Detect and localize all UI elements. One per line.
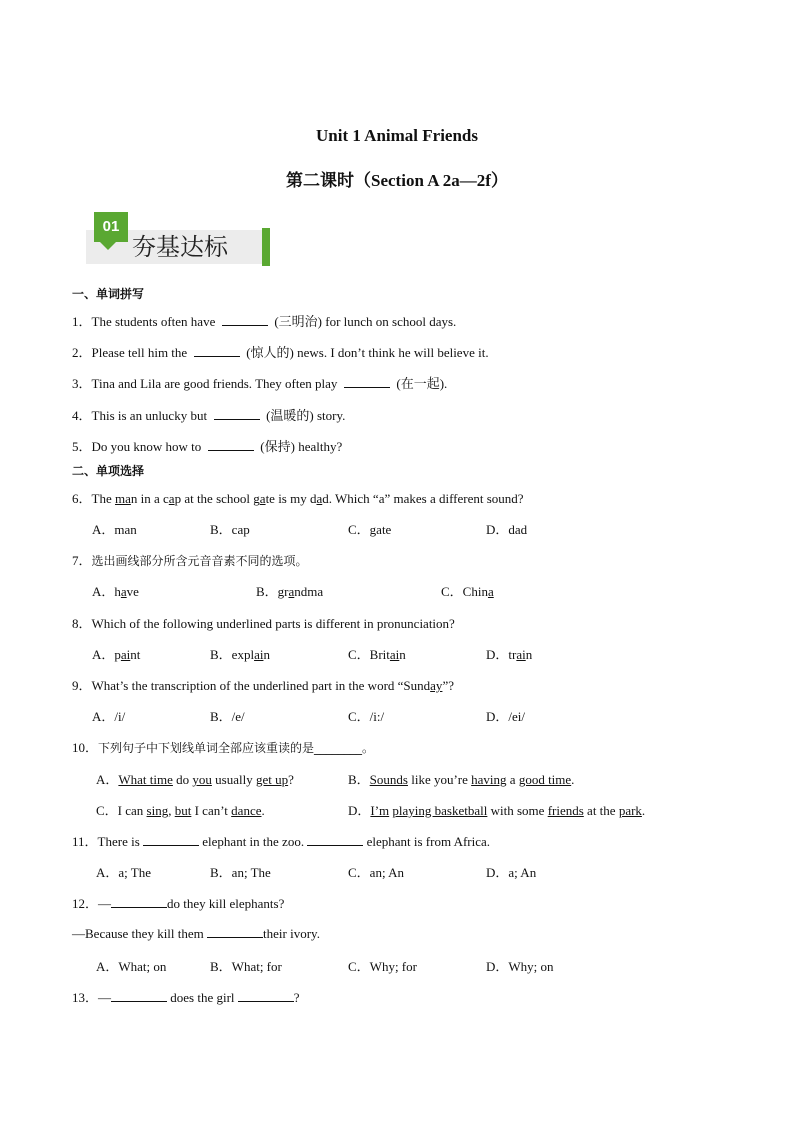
question-text: This is an unlucky but	[91, 408, 208, 423]
question-number: 4．	[72, 408, 92, 423]
question-12-answer-line	[72, 925, 320, 942]
answer-blank[interactable]	[143, 833, 199, 846]
question-number: 10．	[72, 740, 99, 755]
question-number: 13．	[72, 990, 99, 1005]
question-text: Tina and Lila are good friends. They often play	[91, 376, 338, 391]
underlined-part: ai	[516, 647, 526, 662]
question-text: —	[98, 896, 112, 911]
question-number: 6．	[72, 491, 92, 506]
option-text: with some	[487, 803, 548, 818]
option-text: ?	[288, 772, 294, 787]
underlined-part: playing basketball	[392, 803, 488, 818]
answer-blank[interactable]	[214, 407, 260, 420]
answer-blank[interactable]	[207, 925, 263, 938]
question-text: d. Which “a” makes a different sound?	[322, 491, 524, 506]
option-a[interactable]	[92, 581, 139, 600]
option-a[interactable]: A．a; The	[96, 865, 151, 880]
option-c[interactable]: C．Why; for	[348, 959, 417, 974]
question-text: (温暖的) story.	[266, 408, 346, 423]
option-d[interactable]: D．dad	[486, 522, 528, 537]
underlined-part: a	[120, 584, 127, 599]
underlined-part: sing	[146, 803, 169, 818]
question-2	[72, 342, 489, 361]
answer-blank[interactable]	[222, 313, 268, 326]
option-text: A．h	[92, 584, 121, 599]
badge-end-bar	[262, 228, 270, 266]
question-number: 12．	[72, 896, 99, 911]
option-c[interactable]: C．/i:/	[348, 709, 385, 724]
question-12	[72, 893, 284, 912]
option-text: ndma	[294, 584, 324, 599]
question-number: 8．	[72, 616, 92, 631]
question-text: (在一起).	[396, 376, 448, 391]
option-b[interactable]	[348, 769, 574, 788]
underlined-part: park	[618, 803, 642, 818]
badge-number: 01	[94, 212, 128, 242]
underlined-part: you	[192, 772, 212, 787]
option-d[interactable]: D．/ei/	[486, 709, 525, 724]
option-text: n	[525, 647, 533, 662]
underlined-part: get up	[255, 772, 289, 787]
option-text: B．expl	[210, 647, 255, 662]
section-heading-choice: 二、单项选择	[72, 464, 145, 478]
option-a[interactable]: A．/i/	[92, 709, 126, 724]
option-b[interactable]: B．an; The	[210, 865, 271, 880]
option-d[interactable]: D．Why; on	[486, 959, 554, 974]
option-c[interactable]	[348, 644, 406, 663]
question-text: ”?	[442, 678, 454, 693]
question-text: —	[98, 990, 112, 1005]
option-b[interactable]	[210, 644, 270, 663]
question-11	[72, 831, 490, 850]
option-text: n	[399, 647, 406, 662]
page-subtitle: 第二课时（Section A 2a—2f）	[286, 171, 508, 190]
option-text: D．tr	[486, 647, 517, 662]
option-c[interactable]: C．gate	[348, 522, 392, 537]
underlined-part: I’m	[370, 803, 390, 818]
answer-blank[interactable]	[238, 989, 294, 1002]
answer-blank[interactable]	[194, 344, 240, 357]
question-text: does the girl	[170, 990, 235, 1005]
question-text: There is	[97, 834, 140, 849]
option-b[interactable]: B．cap	[210, 522, 250, 537]
question-5	[72, 436, 342, 455]
underlined-part: ai	[389, 647, 400, 662]
underlined-part: ai	[254, 647, 264, 662]
option-text: nt	[130, 647, 141, 662]
badge-label: 夯基达标	[132, 233, 228, 261]
underlined-part: Sounds	[369, 772, 408, 787]
question-text: Do you know how to	[91, 439, 202, 454]
option-a[interactable]	[96, 769, 294, 788]
option-b[interactable]	[256, 581, 323, 600]
question-text: 选出画线部分所含元音音素不同的选项。	[91, 554, 308, 568]
option-text: at the	[583, 803, 619, 818]
question-text: What’s the transcription of the underlined part in the word “Sund	[91, 678, 431, 693]
option-text: a	[506, 772, 519, 787]
option-d[interactable]: D．a; An	[486, 865, 537, 880]
option-text: .	[641, 803, 646, 818]
option-c[interactable]	[441, 581, 494, 600]
option-text: ,	[168, 803, 175, 818]
question-number: 11．	[72, 834, 98, 849]
option-a[interactable]	[92, 644, 140, 663]
question-number: 5．	[72, 439, 92, 454]
question-text: (三明治) for lunch on school days.	[274, 314, 457, 329]
option-text: usually	[211, 772, 256, 787]
answer-blank[interactable]	[307, 833, 363, 846]
answer-blank[interactable]	[344, 375, 390, 388]
question-10	[72, 737, 374, 756]
question-text: Please tell him the	[91, 345, 188, 360]
option-text: C．Chin	[441, 584, 488, 599]
question-number: 7．	[72, 553, 92, 568]
underlined-part: ay	[430, 678, 443, 693]
question-8	[72, 613, 455, 632]
underlined-part: but	[174, 803, 192, 818]
question-text: (惊人的) news. I don’t think he will believe it.	[246, 345, 489, 360]
question-text: The	[91, 491, 115, 506]
question-7	[72, 550, 308, 569]
option-text: C．I can	[96, 803, 147, 818]
option-d[interactable]	[486, 644, 532, 663]
underlined-part: a	[259, 491, 266, 506]
option-text: D．	[348, 803, 371, 818]
question-13	[72, 987, 300, 1006]
question-number: 3．	[72, 376, 92, 391]
question-text: elephant is from Africa.	[366, 834, 491, 849]
underlined-part: a	[288, 584, 295, 599]
option-c[interactable]: C．an; An	[348, 865, 404, 880]
option-text: A．	[96, 772, 119, 787]
question-3	[72, 373, 447, 392]
option-text: like you’re	[407, 772, 472, 787]
option-c[interactable]	[96, 800, 265, 819]
underlined-part: a	[487, 584, 494, 599]
answer-blank[interactable]	[208, 438, 254, 451]
question-text: 下列句子中下划线单词全部应该重读的是________。	[98, 741, 375, 755]
question-text: The students often have	[91, 314, 216, 329]
answer-blank[interactable]	[111, 989, 167, 1002]
question-number: 9．	[72, 678, 92, 693]
underlined-part: ai	[120, 647, 131, 662]
answer-blank[interactable]	[111, 895, 167, 908]
question-4	[72, 405, 345, 424]
question-text: te is my d	[265, 491, 317, 506]
option-text: n	[263, 647, 270, 662]
question-text: —Because they kill them	[72, 926, 204, 941]
question-number: 1．	[72, 314, 92, 329]
underlined-part: a	[316, 491, 323, 506]
option-text: ve	[126, 584, 139, 599]
question-text: (保持) healthy?	[260, 439, 343, 454]
question-text: n in a c	[130, 491, 169, 506]
underlined-part: good time	[518, 772, 572, 787]
question-6	[72, 488, 524, 507]
option-text: A．p	[92, 647, 121, 662]
option-d[interactable]	[348, 800, 645, 819]
question-9	[72, 675, 454, 694]
option-a[interactable]: A．What; on	[96, 959, 167, 974]
option-text: .	[261, 803, 265, 818]
underlined-part: having	[471, 772, 507, 787]
question-text: elephant in the zoo.	[202, 834, 305, 849]
question-1	[72, 311, 456, 330]
option-text: I can’t	[191, 803, 232, 818]
option-a[interactable]: A．man	[92, 522, 137, 537]
question-text: p at the school g	[174, 491, 260, 506]
option-text: C．Brit	[348, 647, 390, 662]
underlined-part: What time	[118, 772, 173, 787]
underlined-part: ma	[114, 491, 131, 506]
question-text: their ivory.	[263, 926, 320, 941]
underlined-part: friends	[547, 803, 584, 818]
page-title: Unit 1 Animal Friends	[316, 126, 478, 145]
question-number: 2．	[72, 345, 92, 360]
badge-tail-icon	[100, 242, 116, 250]
section-heading-spelling: 一、单词拼写	[72, 287, 145, 301]
underlined-part: a	[168, 491, 175, 506]
underlined-part: dance	[231, 803, 262, 818]
question-text: ?	[293, 990, 300, 1005]
option-text: .	[571, 772, 575, 787]
option-b[interactable]: B．/e/	[210, 709, 245, 724]
section-badge	[86, 210, 272, 268]
option-text: do	[172, 772, 193, 787]
question-text: do they kill elephants?	[167, 896, 285, 911]
option-text: B．	[348, 772, 370, 787]
option-text: B．gr	[256, 584, 289, 599]
option-b[interactable]: B．What; for	[210, 959, 282, 974]
question-text: Which of the following underlined parts is different in pronunciation?	[91, 616, 455, 631]
